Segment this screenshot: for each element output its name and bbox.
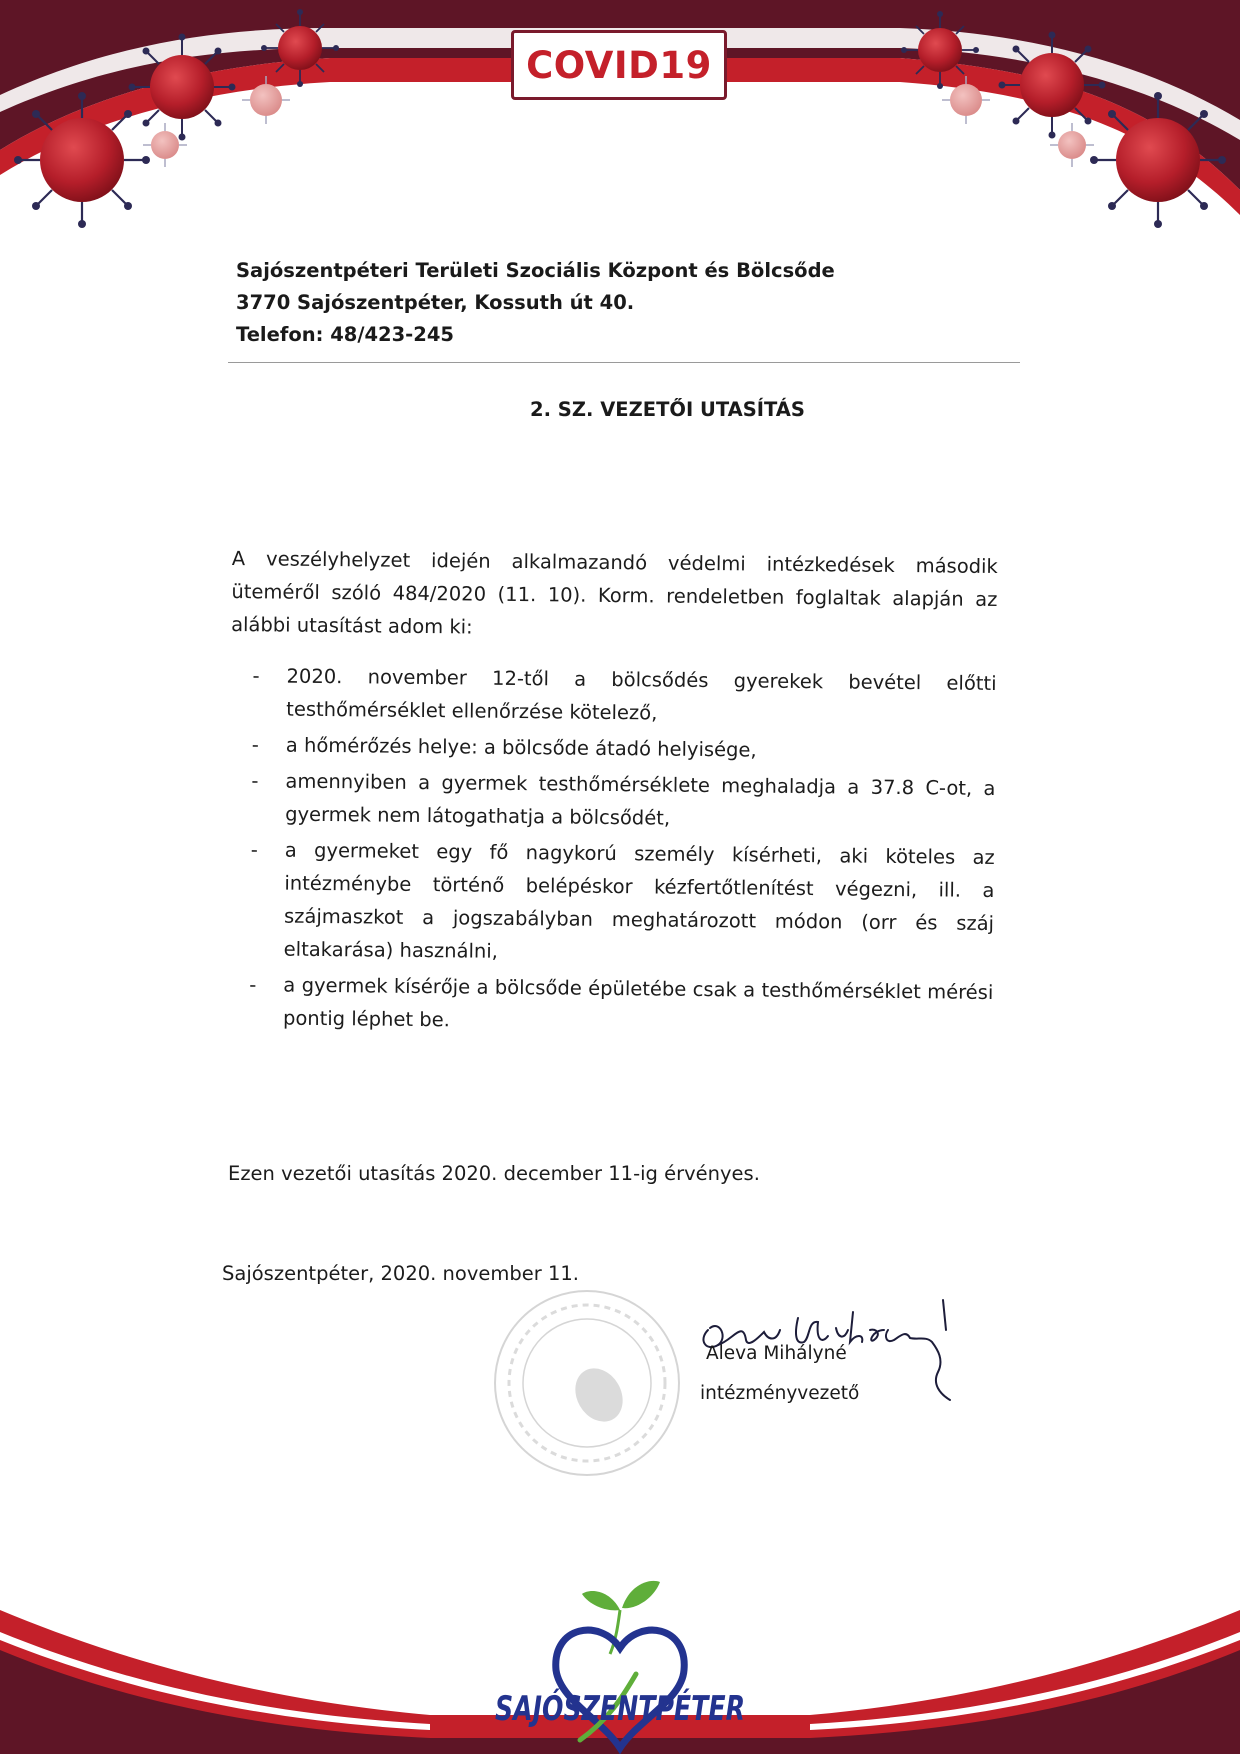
virus-icon	[242, 76, 290, 124]
list-item: - a gyermek kísérője a bölcsőde épületébe csak a testhőmérséklet mérési pontig léphet be.	[249, 973, 994, 1032]
list-item-text: a gyermek kísérője a bölcsőde épületébe csak a testhőmérséklet mérési pontig léphet be.	[282, 973, 994, 1032]
virus-icon	[999, 32, 1106, 139]
header-divider	[228, 362, 1020, 363]
document-body	[227, 542, 998, 1045]
institution-name: Sajószentpéteri Területi Szociális Központ és Bölcsőde	[236, 259, 835, 282]
place-and-date: Sajószentpéter, 2020. november 11.	[222, 1262, 579, 1285]
covid-badge	[511, 30, 727, 100]
badge-text: COVID19	[526, 43, 712, 87]
institution-address: 3770 Sajószentpéter, Kossuth út 40.	[236, 291, 635, 314]
institution-phone: Telefon: 48/423-245	[236, 323, 454, 346]
virus-icon	[14, 92, 150, 228]
list-item-text: a hőmérőzés helye: a bölcsőde átadó helyisége,	[285, 733, 757, 762]
virus-icon	[942, 76, 990, 124]
official-stamp	[487, 1283, 687, 1483]
virus-icon	[261, 9, 339, 87]
virus-icon	[129, 34, 236, 141]
signer-title: intézményvezető	[700, 1383, 860, 1404]
virus-icon	[1050, 123, 1094, 167]
list-item-text: amennyiben a gyermek testhőmérséklete meghaladja a 37.8 C-ot, a gyermek nem látogathatja a bölcsődét,	[285, 769, 996, 830]
town-logo	[470, 1570, 833, 1754]
list-item-text: 2020. november 12-től a bölcsődés gyerekek bevétel előtti testhőmérséklet ellenőrzése kötelező,	[286, 664, 997, 725]
virus-icon	[901, 11, 979, 89]
list-item: - 2020. november 12-től a bölcsődés gyerekek bevétel előtti testhőmérséklet ellenőrzése kötelező,	[252, 664, 997, 725]
list-item-text: a gyermeket egy fő nagykorú személy kísérheti, aki köteles az intézménybe történő belépéskor kézfertőtlenítést végezni, ill. a szájmaszkot a jogszabályban meghatározott módon (orr és száj eltakarása) használni,	[283, 838, 995, 963]
document-title: 2. SZ. VEZETŐI UTASÍTÁS	[530, 398, 805, 421]
signer-name: Aleva Mihályné	[706, 1343, 847, 1364]
intro-paragraph: A veszélyhelyzet idején alkalmazandó védelmi intézkedések második üteméről szóló 484/2020 (11. 10). Korm. rendeletben foglaltak alapján az alábbi utasítást adom ki:	[231, 546, 998, 639]
letterhead	[236, 255, 1016, 351]
instruction-list	[227, 659, 997, 1042]
list-item: - a gyermeket egy fő nagykorú személy kísérheti, aki köteles az intézménybe történő belépéskor kézfertőtlenítést végezni, ill. a szájmaszkot a jogszabályban meghatározott módon (orr és száj eltakarása) használni,	[250, 838, 995, 963]
validity-statement: Ezen vezetői utasítás 2020. december 11-ig érvényes.	[228, 1162, 760, 1185]
list-item: - a hőmérőzés helye: a bölcsőde átadó helyisége,	[251, 733, 757, 762]
list-item: - amennyiben a gyermek testhőmérséklete meghaladja a 37.8 C-ot, a gyermek nem látogathatja a bölcsődét,	[251, 769, 996, 830]
logo-wordmark: SAJÓSZENTPÉTER	[495, 1689, 833, 1729]
virus-icon	[1090, 92, 1226, 228]
